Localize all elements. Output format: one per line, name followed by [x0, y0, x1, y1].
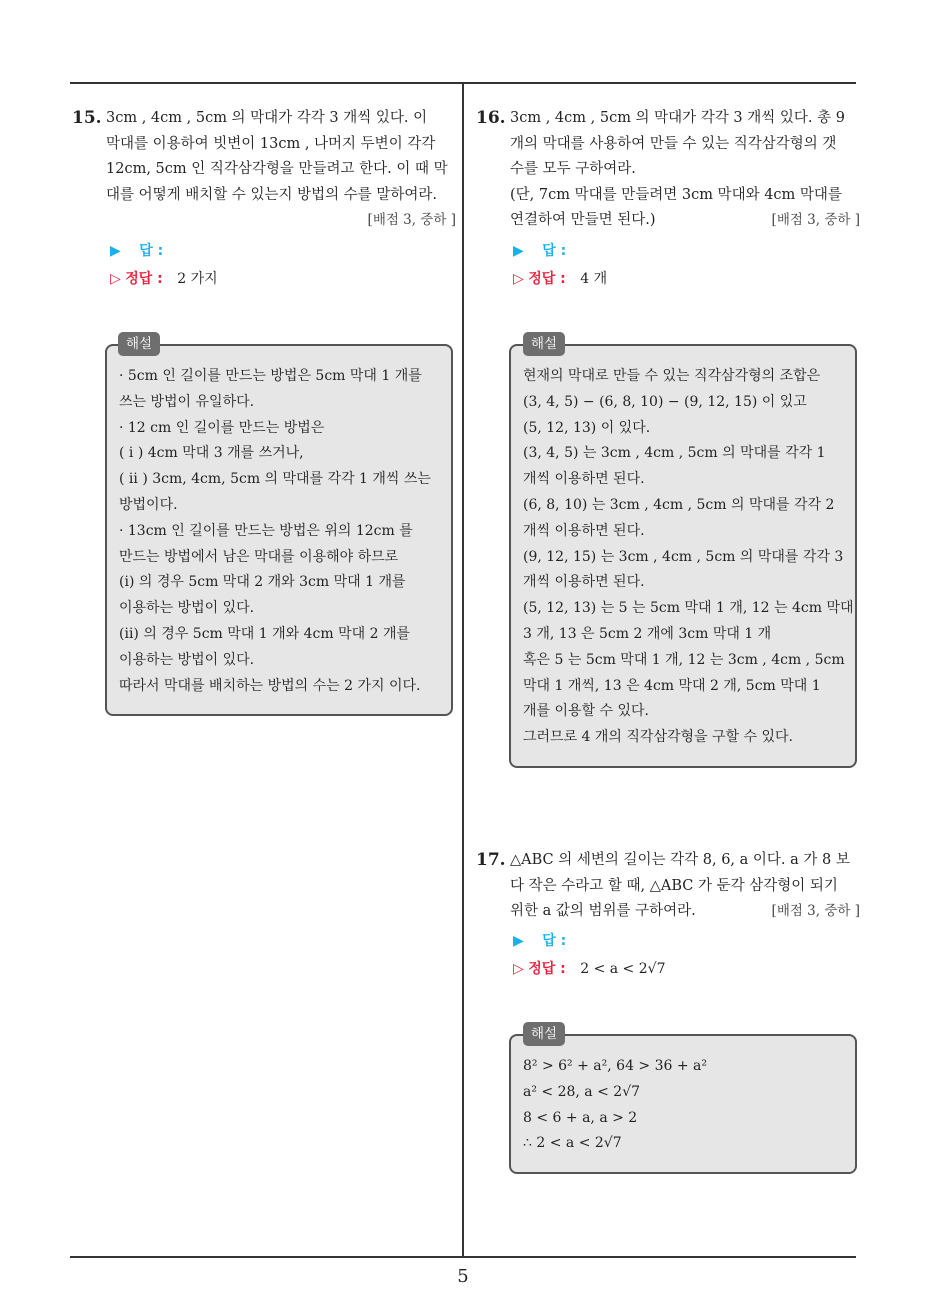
- answer-label: 답 :: [139, 243, 164, 259]
- solution-line: · 13cm 인 길이를 만드는 방법은 위의 12cm 를: [119, 522, 413, 539]
- solution-line: 막대 1 개씩, 13 은 4cm 막대 2 개, 5cm 막대 1: [523, 677, 821, 694]
- correct-label: 정답 :: [528, 271, 566, 287]
- problem-16: [476, 106, 860, 234]
- solution-tag: 해설: [523, 1022, 565, 1046]
- solution-line: (6, 8, 10) 는 3cm , 4cm , 5cm 의 막대를 각각 2: [523, 496, 835, 513]
- correct-answer: 4 개: [580, 271, 608, 287]
- solution-line: ( ⅱ ) 3cm, 4cm, 5cm 의 막대를 각각 1 개씩 쓰는: [119, 471, 431, 488]
- problem-text-line: 막대를 이용하여 빗변이 13cm , 나머지 두변이 각각: [106, 135, 436, 152]
- problem-17: [476, 848, 860, 925]
- solution-line: 그러므로 4 개의 직각삼각형을 구할 수 있다.: [523, 729, 793, 746]
- solution-box-17: [509, 1034, 857, 1174]
- score-label: [배점 3, 중하 ]: [771, 903, 860, 919]
- problem-text-line: 3cm , 4cm , 5cm 의 막대가 각각 3 개씩 있다. 이: [106, 110, 428, 126]
- problem-text-line: 다 작은 수라고 할 때, △ABC 가 둔각 삼각형이 되기: [510, 877, 838, 894]
- problem-text-line: 위한 a 값의 범위를 구하여라.: [510, 903, 696, 919]
- correct-label: 정답 :: [528, 961, 566, 977]
- score-label: [배점 3, 중하 ]: [367, 212, 456, 228]
- bottom-rule: [70, 1256, 856, 1258]
- problem-number: 16.: [476, 108, 506, 128]
- score-label: [배점 3, 중하 ]: [771, 212, 860, 228]
- problem-text-line: 개의 막대를 사용하여 만들 수 있는 직각삼각형의 갯: [510, 135, 837, 152]
- correct-answer-row: [110, 268, 218, 290]
- triangle-outline-icon: ▷: [513, 961, 524, 977]
- solution-line: (3, 4, 5) 는 3cm , 4cm , 5cm 의 막대를 각각 1: [523, 445, 826, 462]
- problem-text-line: 12cm, 5cm 인 직각삼각형을 만들려고 한다. 이 때 막: [106, 161, 448, 177]
- solution-box-16: [509, 344, 857, 768]
- solution-line: 개씩 이용하면 된다.: [523, 471, 645, 488]
- solution-box-15: [105, 344, 453, 716]
- solution-line: (ⅱ) 의 경우 5cm 막대 1 개와 4cm 막대 2 개를: [119, 625, 411, 642]
- solution-tag: 해설: [523, 332, 565, 356]
- problem-text-line: 3cm , 4cm , 5cm 의 막대가 각각 3 개씩 있다. 총 9: [510, 110, 845, 126]
- solution-line: · 5cm 인 길이를 만드는 방법은 5cm 막대 1 개를: [119, 368, 422, 384]
- answer-label: 답 :: [542, 933, 567, 949]
- solution-line: (3, 4, 5) − (6, 8, 10) − (9, 12, 15) 이 있고: [523, 393, 807, 410]
- column-divider: [462, 83, 464, 1257]
- solution-line: 쓰는 방법이 유일하다.: [119, 393, 255, 410]
- play-icon: ▶: [513, 243, 524, 259]
- answer-row: [110, 240, 163, 262]
- solution-line: 이용하는 방법이 있다.: [119, 651, 255, 668]
- problem-text-line: 수를 모두 구하여라.: [510, 161, 636, 177]
- solution-line: 3 개, 13 은 5cm 2 개에 3cm 막대 1 개: [523, 625, 772, 642]
- solution-line: (ⅰ) 의 경우 5cm 막대 2 개와 3cm 막대 1 개를: [119, 574, 406, 591]
- problem-number: 17.: [476, 850, 506, 870]
- solution-line: ∴ 2 < a < 2√7: [523, 1135, 622, 1152]
- solution-tag: 해설: [118, 332, 160, 356]
- solution-line: 개씩 이용하면 된다.: [523, 574, 645, 591]
- solution-line: 개를 이용할 수 있다.: [523, 703, 649, 720]
- solution-line: 이용하는 방법이 있다.: [119, 600, 255, 617]
- solution-line: 8 < 6 + a, a > 2: [523, 1109, 638, 1126]
- solution-line: 방법이다.: [119, 496, 178, 513]
- page-number: 5: [457, 1266, 469, 1287]
- play-icon: ▶: [513, 933, 524, 949]
- problem-text-line: (단, 7cm 막대를 만들려면 3cm 막대와 4cm 막대를: [510, 186, 842, 203]
- triangle-outline-icon: ▷: [513, 271, 524, 287]
- solution-line: 8² > 6² + a², 64 > 36 + a²: [523, 1058, 708, 1074]
- problem-text-line: 대를 어떻게 배치할 수 있는지 방법의 수를 말하여라.: [106, 186, 438, 203]
- solution-line: 혹은 5 는 5cm 막대 1 개, 12 는 3cm , 4cm , 5cm: [523, 651, 845, 668]
- correct-answer-row: [513, 268, 607, 290]
- solution-line: 따라서 막대를 배치하는 방법의 수는 2 가지 이다.: [119, 677, 421, 694]
- problem-number: 15.: [72, 108, 102, 128]
- solution-line: ( ⅰ ) 4cm 막대 3 개를 쓰거나,: [119, 445, 304, 462]
- solution-line: (9, 12, 15) 는 3cm , 4cm , 5cm 의 막대를 각각 3: [523, 548, 844, 565]
- solution-line: 만드는 방법에서 남은 막대를 이용해야 하므로: [119, 548, 399, 565]
- correct-answer-row: [513, 958, 665, 980]
- problem-text-line: 연결하여 만들면 된다.): [510, 212, 656, 228]
- answer-label: 답 :: [542, 243, 567, 259]
- answer-row: [513, 930, 566, 952]
- solution-line: a² < 28, a < 2√7: [523, 1083, 641, 1100]
- correct-label: 정답 :: [125, 271, 163, 287]
- problem-text-line: △ABC 의 세변의 길이는 각각 8, 6, a 이다. a 가 8 보: [510, 852, 850, 868]
- triangle-outline-icon: ▷: [110, 271, 121, 287]
- solution-line: (5, 12, 13) 이 있다.: [523, 419, 651, 436]
- solution-line: 현재의 막대로 만들 수 있는 직각삼각형의 조합은: [523, 368, 821, 384]
- play-icon: ▶: [110, 243, 121, 259]
- problem-15: [72, 106, 456, 234]
- correct-answer: 2 < a < 2√7: [580, 961, 666, 977]
- correct-answer: 2 가지: [177, 271, 218, 287]
- solution-line: (5, 12, 13) 는 5 는 5cm 막대 1 개, 12 는 4cm 막대: [523, 600, 854, 617]
- solution-line: 개씩 이용하면 된다.: [523, 522, 645, 539]
- answer-row: [513, 240, 566, 262]
- solution-line: · 12 cm 인 길이를 만드는 방법은: [119, 419, 325, 436]
